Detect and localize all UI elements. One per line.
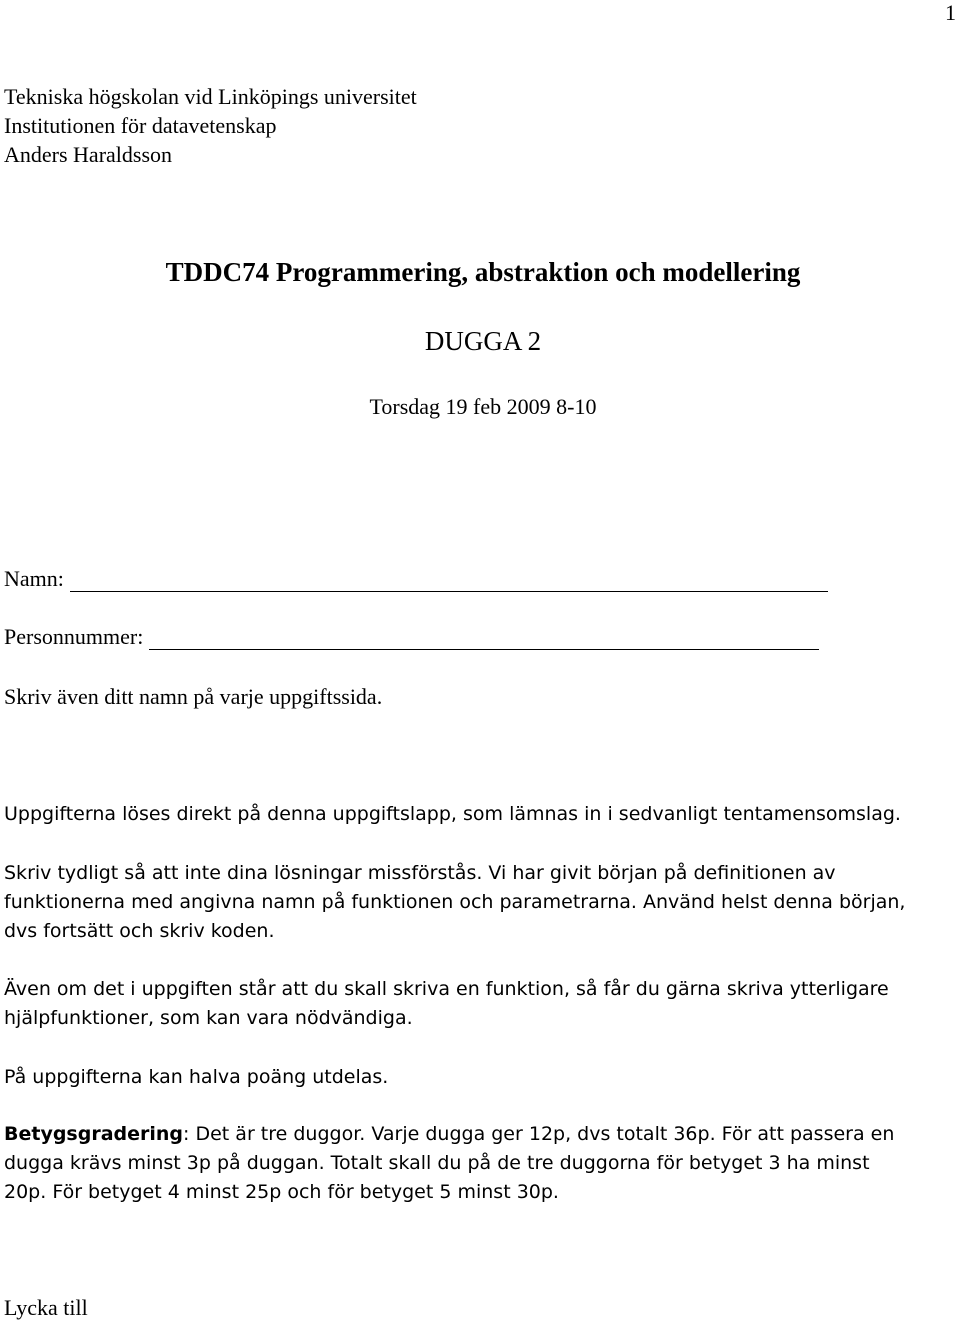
exam-title: DUGGA 2 (424, 326, 542, 356)
paragraph-line: dugga krävs minst 3p på duggan. Totalt skall du på de tre duggorna för betyget 3 ha minst (4, 1152, 870, 1174)
institution-header (4, 82, 417, 169)
name-input-line[interactable] (70, 569, 828, 592)
paragraph-line: På uppgifterna kan halva poäng utdelas. (4, 1066, 389, 1088)
grading-paragraph (4, 1120, 956, 1207)
instructions-paragraph-3 (4, 975, 956, 1033)
personnummer-field (4, 624, 819, 650)
grading-label: Betygsgradering (4, 1123, 184, 1145)
university-name: Tekniska högskolan vid Linköpings universitet (4, 84, 417, 109)
instructions-paragraph-4 (4, 1063, 956, 1092)
course-title: TDDC74 Programmering, abstraktion och modellering (165, 257, 801, 287)
name-field (4, 566, 828, 592)
paragraph-line: Skriv tydligt så att inte dina lösningar missförstås. Vi har givit början på definitionen av (4, 862, 836, 884)
instructions-paragraph-2 (4, 859, 956, 946)
exam-date: Torsdag 19 feb 2009 8-10 (369, 394, 597, 419)
paragraph-line: dvs fortsätt och skriv koden. (4, 920, 275, 942)
name-instruction: Skriv även ditt namn på varje uppgiftssida. (4, 684, 383, 709)
paragraph-line: hjälpfunktioner, som kan vara nödvändiga. (4, 1007, 413, 1029)
paragraph-line: 20p. För betyget 4 minst 25p och för betyget 5 minst 30p. (4, 1181, 559, 1203)
closing-greeting: Lycka till (4, 1295, 88, 1320)
author-name: Anders Haraldsson (4, 142, 173, 167)
paragraph-line: funktionerna med angivna namn på funktionen och parametrarna. Använd helst denna början, (4, 891, 906, 913)
grading-text: : Det är tre duggor. Varje dugga ger 12p, dvs totalt 36p. För att passera en (183, 1123, 895, 1145)
page-number: 1 (945, 0, 956, 25)
personnummer-input-line[interactable] (149, 627, 819, 650)
paragraph-line: Uppgifterna löses direkt på denna uppgiftslapp, som lämnas in i sedvanligt tentamensomslag. (4, 803, 901, 825)
name-label: Namn: (4, 566, 64, 591)
paragraph-line: Även om det i uppgiften står att du skall skriva en funktion, så får du gärna skriva ytterligare (4, 978, 889, 1000)
department-name: Institutionen för datavetenskap (4, 113, 277, 138)
instructions-paragraph-1 (4, 800, 956, 829)
personnummer-label: Personnummer: (4, 624, 144, 649)
paragraph-line (4, 1120, 956, 1149)
